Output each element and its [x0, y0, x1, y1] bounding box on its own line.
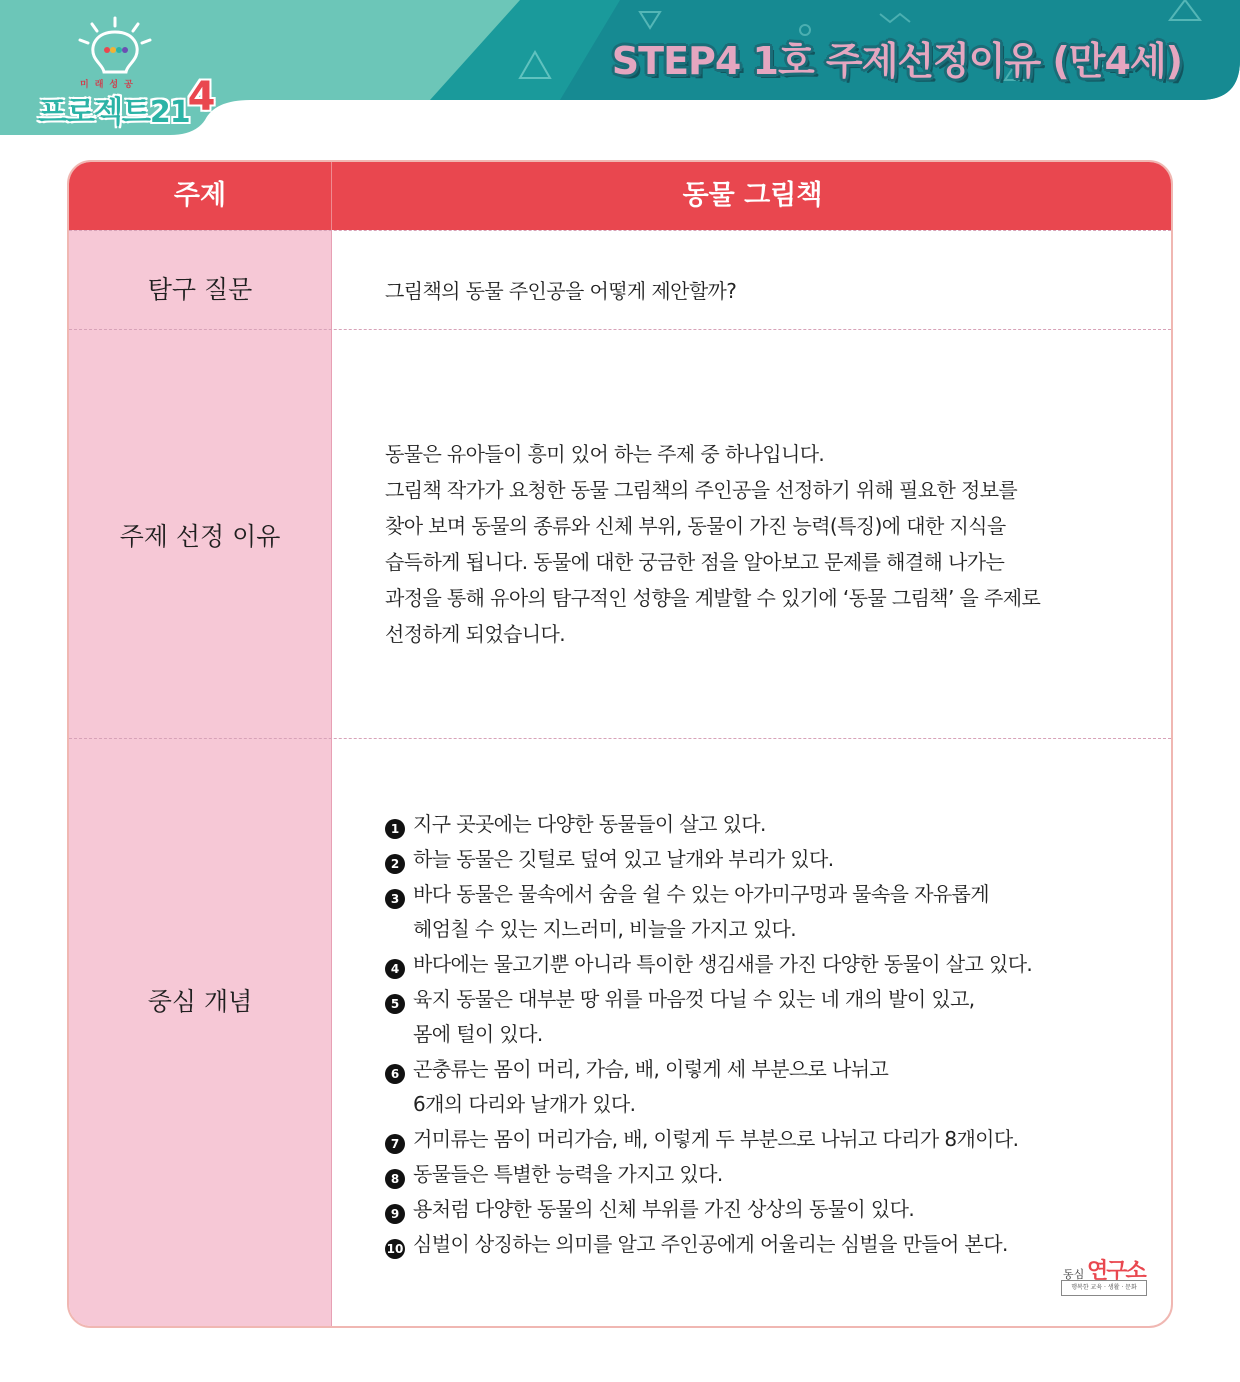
concept-item [385, 1052, 1125, 1087]
concept-text: 용처럼 다양한 동물의 신체 부위를 가진 상상의 동물이 있다. [413, 1197, 915, 1221]
concept-item [385, 947, 1125, 982]
logo-superscript: 4 [187, 74, 215, 120]
concept-text: 바다에는 물고기뿐 아니라 특이한 생김새를 가진 다양한 동물이 살고 있다. [413, 952, 1033, 976]
label-column [69, 162, 331, 1326]
concept-item-continued: 몸에 털이 있다. [413, 1022, 543, 1046]
concept-item [385, 1157, 1125, 1192]
inquiry-question-text: 그림책의 동물 주인공을 어떻게 제안할까? [385, 279, 737, 303]
concept-text: 바다 동물은 물속에서 숨을 쉴 수 있는 아가미구멍과 물속을 자유롭게 [413, 882, 989, 906]
logo-small-text: 미래성공 [80, 80, 139, 90]
reason-line: 습득하게 됩니다. 동물에 대한 궁금한 점을 알아보고 문제를 해결해 나가는 [385, 550, 1005, 574]
footer-logo-tagline: 행복한 교육 · 생활 · 문화 [1061, 1280, 1147, 1296]
row-separator [69, 738, 1171, 739]
row-label-core-concept: 중심 개념 [147, 987, 253, 1016]
project21-logo [30, 14, 215, 130]
concept-item-continued: 헤엄칠 수 있는 지느러미, 비늘을 가지고 있다. [413, 917, 797, 941]
concept-text: 곤충류는 몸이 머리, 가슴, 배, 이렇게 세 부분으로 나뉘고 [413, 1057, 889, 1081]
reason-line: 그림책 작가가 요청한 동물 그림책의 주인공을 선정하기 위해 필요한 정보를 [385, 478, 1018, 502]
concept-text: 육지 동물은 대부분 땅 위를 마음껏 다닐 수 있는 네 개의 발이 있고, [413, 987, 975, 1011]
logo-main-label: 프로젝트21 [38, 95, 190, 130]
concept-item [385, 1227, 1125, 1262]
page-header [0, 0, 1240, 135]
concept-text: 심벌이 상징하는 의미를 알고 주인공에게 어울리는 심벌을 만들어 본다. [413, 1232, 1008, 1256]
number-bullet-icon: 8 [385, 1169, 405, 1189]
concept-item [385, 842, 1125, 877]
row-label-inquiry-question: 탐구 질문 [147, 275, 253, 304]
row-separator [69, 230, 1171, 231]
reason-line: 동물은 유아들이 흥미 있어 하는 주제 중 하나입니다. [385, 442, 825, 466]
number-bullet-icon: 9 [385, 1204, 405, 1224]
concept-item [385, 982, 1125, 1017]
number-bullet-icon: 2 [385, 854, 405, 874]
concept-item [385, 1192, 1125, 1227]
core-concept-list [385, 807, 1125, 1262]
concept-item [385, 1122, 1125, 1157]
footer-logo-small: 동심 [1063, 1268, 1085, 1281]
number-bullet-icon: 4 [385, 959, 405, 979]
number-bullet-icon: 3 [385, 889, 405, 909]
footer-logo-main: 연구소 [1087, 1259, 1145, 1284]
number-bullet-icon: 6 [385, 1064, 405, 1084]
number-bullet-icon: 5 [385, 994, 405, 1014]
reason-line: 선정하게 되었습니다. [385, 622, 565, 646]
concept-text: 지구 곳곳에는 다양한 동물들이 살고 있다. [413, 812, 766, 836]
reason-line: 과정을 통해 유아의 탐구적인 성향을 계발할 수 있기에 ‘동물 그림책’ 을 주제로 [385, 586, 1041, 610]
concept-text: 하늘 동물은 깃털로 덮여 있고 날개와 부리가 있다. [413, 847, 834, 871]
concept-text: 거미류는 몸이 머리가슴, 배, 이렇게 두 부분으로 나뉘고 다리가 8개이다. [413, 1127, 1019, 1151]
number-bullet-icon: 1 [385, 819, 405, 839]
theme-table [67, 160, 1173, 1328]
concept-item [385, 877, 1125, 912]
number-bullet-icon: 10 [385, 1239, 405, 1259]
concept-item-continued: 6개의 다리와 날개가 있다. [413, 1092, 636, 1116]
lightbulb-icon [30, 14, 200, 84]
header-cell-topic: 동물 그림책 [682, 180, 823, 211]
concept-item [385, 807, 1125, 842]
header-cell-theme: 주제 [173, 180, 227, 211]
table-header-row [69, 162, 1171, 230]
selection-reason-text [385, 436, 1125, 652]
page-title: STEP4 1호 주제선정이유 (만4세) [611, 39, 1182, 83]
dongsim-lab-logo [1061, 1258, 1147, 1298]
concept-text: 동물들은 특별한 능력을 가지고 있다. [413, 1162, 723, 1186]
reason-line: 찾아 보며 동물의 종류와 신체 부위, 동물이 가진 능력(특징)에 대한 지식을 [385, 514, 1006, 538]
column-divider [331, 162, 332, 1326]
row-separator [69, 329, 1171, 330]
number-bullet-icon: 7 [385, 1134, 405, 1154]
row-label-selection-reason: 주제 선정 이유 [119, 522, 281, 551]
